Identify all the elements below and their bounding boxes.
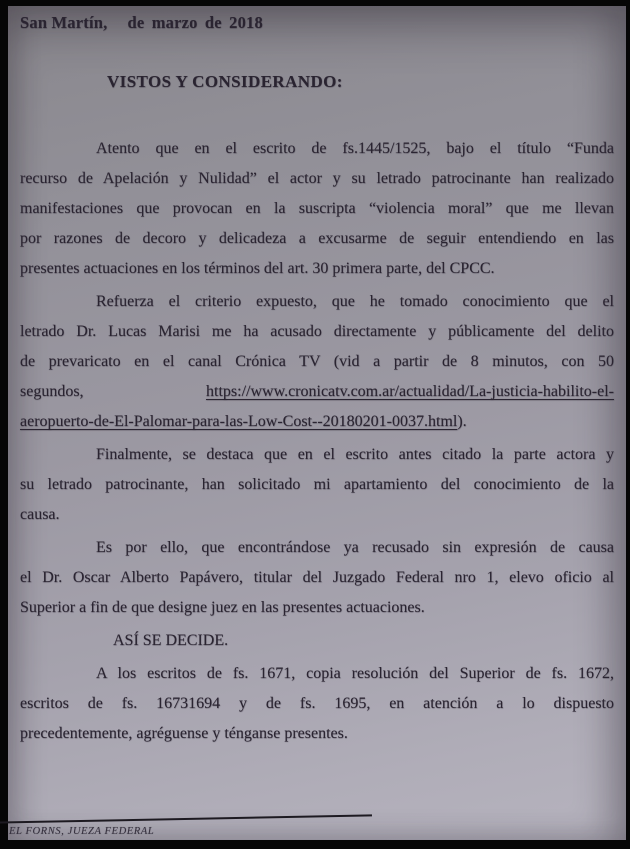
text-line: letrado Dr. Lucas Marisi me ha acusado directamente y públicamente del delito [20,323,614,340]
text-line: A los escritos de fs. 1671, copia resolución del Superior de fs. 1672, [96,665,614,682]
text-line: precedentemente, agréguense y ténganse presentes. [20,725,348,742]
signature-caption: EL FORNS, JUEZA FEDERAL [9,826,155,837]
url-prefix: segundos, [20,383,84,400]
date-text: de marzo de 2018 [127,13,263,32]
text-line: de prevaricato en el canal Crónica TV (vid a partir de 8 minutos, con 50 [20,353,614,370]
text-line: el Dr. Oscar Alberto Papávero, titular del Juzgado Federal nro 1, elevo oficio al [20,569,614,586]
hyperlink-text-line2: aeropuerto-de-El-Palomar-para-las-Low-Cost--20180201-0037.html [20,413,458,430]
decision-line: ASÍ SE DECIDE. [113,632,229,649]
text-line: Es por ello, que encontrándose ya recusado sin expresión de causa [96,539,614,556]
text-line: su letrado patrocinante, han solicitado mi apartamiento del conocimiento de la [20,476,614,493]
text-line: causa. [20,506,60,523]
text-line [20,407,614,437]
signature-line [0,814,372,823]
text-line: escritos de fs. 16731694 y de fs. 1695, en atención a lo dispuesto [20,695,614,712]
url-suffix: ). [457,413,467,430]
document-page [8,6,626,840]
text-line: manifestaciones que provocan en la suscripta “violencia moral” que me llevan [20,200,614,217]
text-line: Atento que en el escrito de fs.1445/1525, bajo el título “Funda [96,140,614,157]
text-line: presentes actuaciones en los términos del art. 30 primera parte, del CPCC. [20,260,495,277]
text-line: por razones de decoro y delicadeza a excusarme de seguir entendiendo en las [20,230,614,247]
document-body [20,134,614,749]
text-line: Finalmente, se destaca que en el escrito antes citado la parte actora y [96,446,614,463]
text-line: Superior a fin de que designe juez en las presentes actuaciones. [20,599,425,616]
section-heading: VISTOS Y CONSIDERANDO: [107,72,343,91]
text-line: Refuerza el criterio expuesto, que he tomado conocimiento que el [96,293,614,310]
date-line [20,13,263,33]
date-city: San Martín, [20,13,108,32]
text-line [20,377,614,407]
text-line: recurso de Apelación y Nulidad” el actor y su letrado patrocinante han realizado [20,170,614,187]
hyperlink-text-line1: https://www.cronicatv.com.ar/actualidad/La-justicia-habilito-el- [206,383,614,400]
